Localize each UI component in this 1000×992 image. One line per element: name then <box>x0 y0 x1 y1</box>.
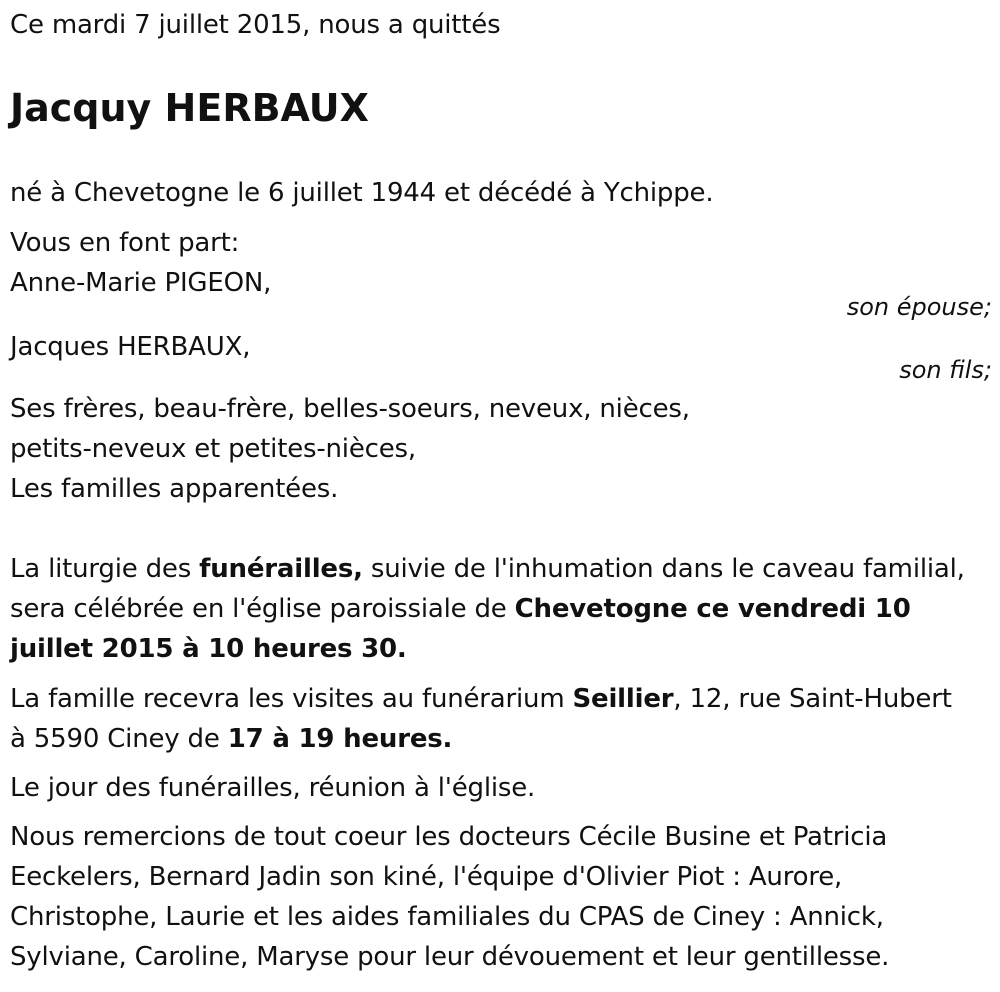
visits-text: La famille recevra les visites au funérarium <box>10 684 573 714</box>
funeral-paragraph-line <box>10 552 965 586</box>
family-others-line: petits-neveux et petites-nièces, <box>10 434 416 464</box>
funeral-paragraph-line <box>10 632 407 666</box>
visits-bold-text: Seillier <box>572 684 674 714</box>
funeral-bold-text: Chevetogne ce vendredi 10 <box>514 594 911 624</box>
family-member-name: Jacques HERBAUX, <box>10 332 251 362</box>
thanks-line: Sylviane, Caroline, Maryse pour leur dévouement et leur gentillesse. <box>10 942 890 972</box>
meeting-line: Le jour des funérailles, réunion à l'église. <box>10 773 536 803</box>
funeral-text: La liturgie des <box>10 554 200 584</box>
family-others-line: Ses frères, beau-frère, belles-soeurs, neveux, nièces, <box>10 394 690 424</box>
family-member-relation: son épouse; <box>846 293 992 321</box>
visits-bold-text: 17 à 19 heures. <box>227 724 453 754</box>
funeral-text: sera célébrée en l'église paroissiale de <box>10 594 515 624</box>
intro-line: Ce mardi 7 juillet 2015, nous a quittés <box>10 10 501 40</box>
birth-line: né à Chevetogne le 6 juillet 1944 et décédé à Ychippe. <box>10 178 714 208</box>
thanks-line: Christophe, Laurie et les aides familiales du CPAS de Ciney : Annick, <box>10 902 884 932</box>
funeral-bold-text: funérailles, <box>199 554 363 584</box>
family-others-line: Les familles apparentées. <box>10 474 339 504</box>
family-intro: Vous en font part: <box>10 228 240 258</box>
funeral-bold-text: juillet 2015 à 10 heures 30. <box>10 634 407 664</box>
funeral-text: suivie de l'inhumation dans le caveau familial, <box>362 554 965 584</box>
visits-text: à 5590 Ciney de <box>10 724 228 754</box>
visits-text: , 12, rue Saint-Hubert <box>673 684 952 714</box>
thanks-line: Nous remercions de tout coeur les docteurs Cécile Busine et Patricia <box>10 822 888 852</box>
thanks-line: Eeckelers, Bernard Jadin son kiné, l'équipe d'Olivier Piot : Aurore, <box>10 862 843 892</box>
funeral-paragraph-line <box>10 592 911 626</box>
visits-paragraph-line <box>10 722 452 756</box>
visits-paragraph-line <box>10 682 952 716</box>
family-member-relation: son fils; <box>899 356 992 384</box>
family-member-name: Anne-Marie PIGEON, <box>10 268 272 298</box>
deceased-name: Jacquy HERBAUX <box>10 86 369 130</box>
